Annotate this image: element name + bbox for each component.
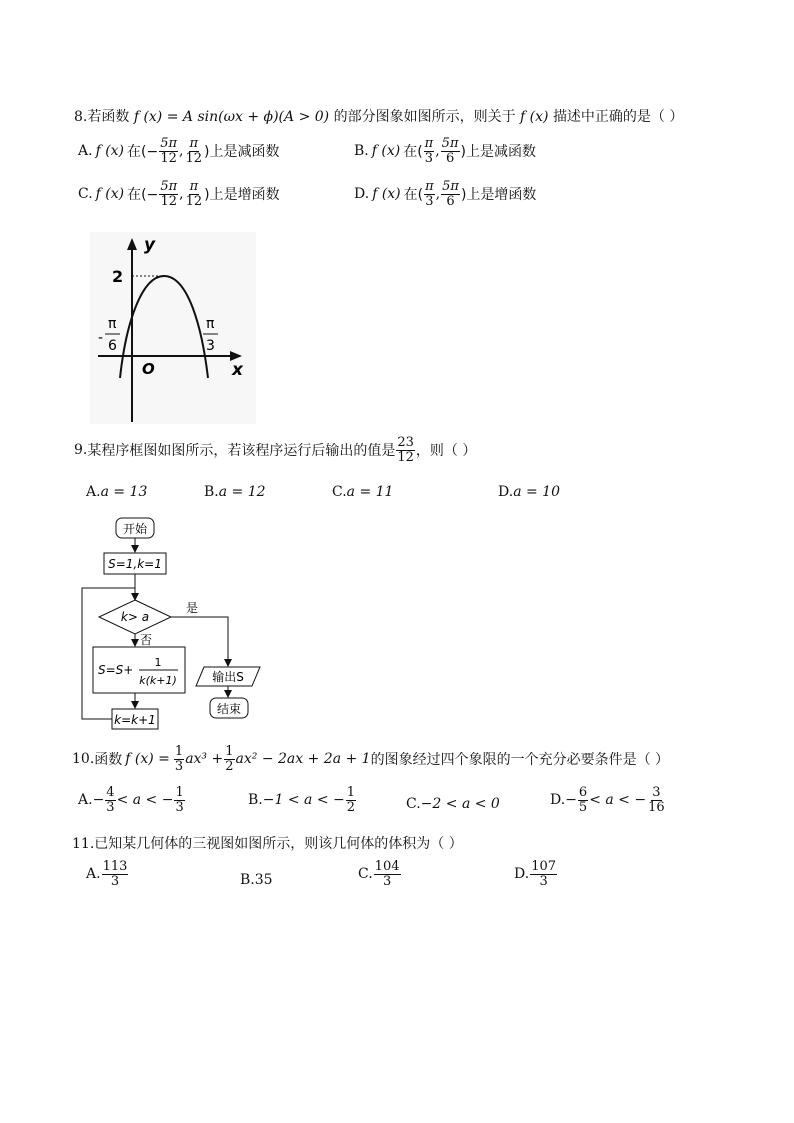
q9-option-d[interactable] xyxy=(498,484,560,500)
q10-option-c[interactable] xyxy=(406,796,500,812)
option-pre: 在(− xyxy=(127,144,159,161)
flow-yes-label: 是 xyxy=(186,601,199,615)
option-fx: f (x) xyxy=(95,186,125,203)
q10-option-a[interactable] xyxy=(78,786,186,814)
fraction: $\frac{\pi}{3}$ xyxy=(425,179,434,209)
y-label: y xyxy=(144,235,156,255)
option-label: B. xyxy=(248,792,263,809)
flow-output-label: 输出S xyxy=(212,670,244,684)
q9-stem xyxy=(74,436,476,464)
option-pre: − xyxy=(92,792,105,809)
q9-tail: ，则（ ） xyxy=(415,443,477,460)
flow-update-k-label: k=k+1 xyxy=(114,713,156,727)
option-label: A. xyxy=(78,143,93,160)
q11-option-c[interactable] xyxy=(358,860,402,888)
fraction: $\frac{107}{3}$ xyxy=(531,859,557,889)
fraction: $\frac{5\pi}{6}$ xyxy=(442,179,459,209)
option-fx: f (x) xyxy=(95,143,125,160)
fraction: $\frac{3}{16}$ xyxy=(648,785,665,815)
q10-option-d[interactable] xyxy=(550,786,667,814)
fraction: $\frac{5\pi}{12}$ xyxy=(160,179,178,209)
q8-function: f (x) = A sin(ωx + ϕ)(A > 0) xyxy=(133,109,330,125)
left-sign: - xyxy=(98,330,104,346)
flow-update-s-label: S=S+ xyxy=(98,663,134,677)
option-post: )上是减函数 xyxy=(460,144,536,161)
flow-update-num: 1 xyxy=(154,656,162,669)
option-pre: 在( xyxy=(403,144,423,161)
option-label: A. xyxy=(86,866,101,883)
option-label: A. xyxy=(86,484,101,500)
fraction: $\frac{1}{3}$ xyxy=(175,785,184,815)
left-den: 6 xyxy=(108,338,117,354)
option-label: B. xyxy=(204,484,219,500)
flow-decision-label: k> a xyxy=(120,610,150,624)
option-post: )上是增函数 xyxy=(204,187,280,204)
fraction: $\frac{\pi}{3}$ xyxy=(424,136,434,166)
q10-stem-prefix: 函数 xyxy=(94,752,123,769)
option-pre: −1 < a < − xyxy=(262,792,345,809)
fraction: $\frac{6}{5}$ xyxy=(578,785,588,815)
flow-init-label: S=1,k=1 xyxy=(108,557,162,571)
option-mid: < a < − xyxy=(116,792,174,809)
q11-stem xyxy=(72,833,463,853)
q9-flowchart xyxy=(76,514,276,736)
q8-stem xyxy=(74,106,683,126)
q8-number: 8. xyxy=(74,109,88,125)
fraction: $\frac{104}{3}$ xyxy=(374,859,400,889)
option-pre: 在(− xyxy=(127,187,159,204)
q8-stem-prefix: 若函数 xyxy=(87,109,130,125)
option-fx: f (x) xyxy=(372,186,401,203)
option-label: C. xyxy=(358,866,373,883)
option-label: C. xyxy=(78,186,93,203)
fraction: $\frac{\pi}{12}$ xyxy=(185,179,203,209)
q8-option-d[interactable]: D. f (x) 在( $\frac{\pi}{3}$ , $\frac{5\pi}{6}$ )上是增函数 xyxy=(354,179,537,209)
fraction: $\frac{4}{3}$ xyxy=(106,785,115,815)
option-post: )上是减函数 xyxy=(204,144,280,161)
option-text: 35 xyxy=(254,872,273,888)
left-num: π xyxy=(108,316,117,332)
option-pre: − xyxy=(565,792,577,809)
q9-option-a[interactable] xyxy=(86,484,147,500)
q10-func-lhs: f (x) = xyxy=(125,751,170,768)
q8-fx: f (x) xyxy=(520,109,549,125)
origin-label: O xyxy=(142,360,155,378)
max-label: 2 xyxy=(112,267,124,286)
option-text: a = 12 xyxy=(218,484,266,500)
x-label: x xyxy=(232,360,243,380)
flow-update-den: k(k+1) xyxy=(139,674,177,687)
q10-term2: ax² − 2ax + 2a + 1 xyxy=(235,751,371,768)
fraction: $\frac{5\pi}{12}$ xyxy=(160,136,178,166)
option-fx: f (x) xyxy=(371,143,401,160)
q9-stem-text: 某程序框图如图所示，若该程序运行后输出的值是 xyxy=(87,443,396,460)
option-label: D. xyxy=(550,792,566,809)
q8-option-b[interactable]: B. f (x) 在( $\frac{\pi}{3}$ , $\frac{5\pi}{6}$ )上是减函数 xyxy=(354,136,536,166)
right-den: 3 xyxy=(206,338,215,354)
flow-no-label: 否 xyxy=(140,633,153,647)
option-label: D. xyxy=(498,484,514,500)
q10-term1: ax³ + xyxy=(185,751,224,768)
option-label: B. xyxy=(354,143,369,160)
option-text: a = 13 xyxy=(100,484,148,500)
fraction: $\frac{1}{2}$ xyxy=(225,744,234,774)
q8-option-c[interactable]: C. f (x) 在(− $\frac{5\pi}{12}$ , $\frac{\pi}{12}$ )上是增函数 xyxy=(78,179,280,209)
q8-graph xyxy=(90,232,256,424)
option-post: )上是增函数 xyxy=(460,187,537,204)
fraction: $\frac{5\pi}{6}$ xyxy=(441,136,459,166)
q9-number: 9. xyxy=(74,442,88,459)
option-pre: 在( xyxy=(403,187,424,204)
fraction: $\frac{23}{12}$ xyxy=(397,435,414,465)
option-label: D. xyxy=(514,866,530,883)
q11-stem-text: 已知某几何体的三视图如图所示，则该几何体的体积为（ ） xyxy=(94,836,463,852)
q8-option-a[interactable]: A. f (x) 在(− $\frac{5\pi}{12}$ , $\frac{\pi}{12}$ )上是减函数 xyxy=(78,136,280,166)
q11-option-b[interactable] xyxy=(240,872,273,888)
q9-option-b[interactable] xyxy=(204,484,266,500)
fraction: $\frac{\pi}{12}$ xyxy=(185,136,203,166)
q8-stem-mid: 的部分图象如图所示，则关于 xyxy=(333,109,516,125)
option-mid: < a < − xyxy=(589,792,647,809)
q10-stem xyxy=(72,745,669,773)
flow-start-label: 开始 xyxy=(122,522,148,536)
option-label: D. xyxy=(354,186,370,203)
q11-option-d[interactable] xyxy=(514,860,558,888)
option-label: C. xyxy=(406,796,421,812)
q10-option-b[interactable] xyxy=(248,786,357,814)
q8-stem-suffix: 描述中正确的是（ ） xyxy=(552,109,684,125)
option-label: A. xyxy=(78,792,93,809)
fraction: $\frac{1}{2}$ xyxy=(346,785,356,815)
option-label: B. xyxy=(240,872,255,888)
flow-end-label: 结束 xyxy=(216,702,242,716)
option-label: C. xyxy=(332,484,347,500)
option-text: a = 10 xyxy=(513,484,560,500)
q9-option-c[interactable] xyxy=(332,484,393,500)
q11-number: 11. xyxy=(72,836,95,852)
fraction: $\frac{113}{3}$ xyxy=(102,859,128,889)
right-num: π xyxy=(206,316,215,332)
option-text: a = 11 xyxy=(346,484,394,500)
q10-stem-suffix: 的图象经过四个象限的一个充分必要条件是（ ） xyxy=(370,752,670,769)
option-text: −2 < a < 0 xyxy=(420,796,500,812)
q10-number: 10. xyxy=(72,751,95,768)
q11-option-a[interactable] xyxy=(86,860,129,888)
fraction: $\frac{1}{3}$ xyxy=(174,744,184,774)
